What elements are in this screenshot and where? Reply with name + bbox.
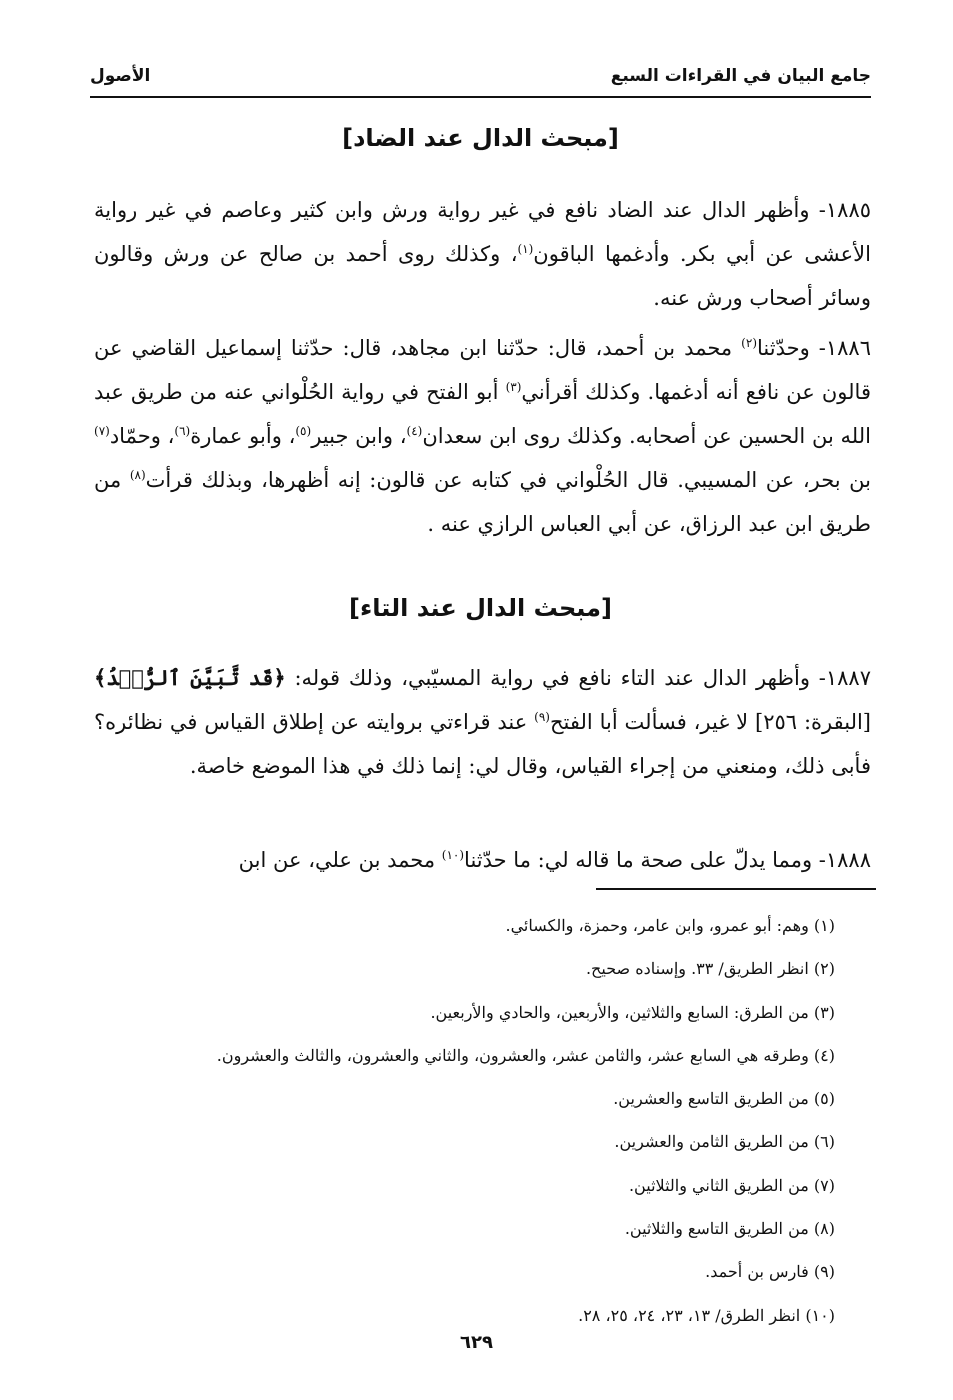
footnote-2: (٢) انظر الطريق/ ٣٣. وإسناده صحيح. [585, 959, 835, 979]
paragraph-text: وحدّثنا [757, 336, 810, 360]
footnote-ref: (١٠) [441, 848, 465, 862]
paragraph-number: ١٨٨٥- [809, 198, 872, 222]
paragraph-text: ، وابن جبير [311, 424, 407, 448]
paragraph-number: ١٨٨٦- [809, 336, 871, 360]
paragraph-text: من طريق ابن عبد الرزاق، عن أبي العباس الرازي عنه . [94, 468, 871, 536]
paragraph-text: وأظهر الدال عند التاء نافع في رواية المسيّبي، وذلك قوله: [285, 666, 810, 690]
footnote-divider [596, 888, 876, 890]
paragraph-text: ، وحمّاد [109, 424, 175, 448]
section-title: الأصول [90, 66, 151, 86]
paragraph-text: أبو الفتح في رواية الحُلْواني عنه من طريق عبد الله بن الحسين عن أصحابه. وكذلك روى ابن سعدان [94, 380, 871, 448]
paragraph-text: بن بحر، عن المسيبي. قال الحُلْواني في كتابه عن قالون: إنه أظهرها، وبذلك قرأت [145, 468, 871, 492]
paragraph-number: ١٨٨٨- [812, 848, 871, 872]
heading-dal-dad: [مبحث الدال عند الضاد] [342, 124, 619, 152]
footnote-ref: (٧) [94, 424, 110, 438]
paragraph-1887 [94, 656, 871, 788]
heading-dal-ta: [مبحث الدال عند التاء] [349, 594, 612, 622]
running-header [90, 62, 871, 98]
paragraph-text: وأظهر الدال عند الضاد نافع في غير رواية ورش وابن كثير وعاصم في غير رواية الأعشى عن أبي بكر. وأدغمها الباقون [94, 198, 871, 266]
footnote-5: (٥) من الطريق التاسع والعشرين. [613, 1089, 835, 1109]
paragraph-text: محمد بن علي، عن ابن [238, 848, 442, 872]
footnote-10: (١٠) انظر الطرق/ ١٣، ٢٣، ٢٤، ٢٥، ٢٨. [578, 1305, 835, 1325]
footnote-ref: (١) [517, 242, 534, 256]
footnote-8: (٨) من الطريق التاسع والثلاثين. [624, 1219, 835, 1239]
paragraph-1888 [94, 838, 871, 882]
footnote-ref: (٦) [174, 424, 191, 438]
paragraph-text: ومما يدلّ على صحة ما قاله لي: ما حدّثنا [464, 848, 813, 872]
footnote-7: (٧) من الطريق الثاني والثلاثين. [628, 1175, 835, 1195]
paragraph-text: عند قراءتي بروايته عن إطلاق القياس في نظائره؟ فأبى ذلك، ومنعني من إجراء القياس، وقال لي: إنما ذلك في هذا الموضع خاصة. [94, 710, 871, 778]
footnotes [80, 904, 835, 1337]
footnote-ref: (٤) [406, 424, 423, 438]
footnote-4: (٤) وطرقه هي السابع عشر، والثامن عشر، والعشرون، والثاني والعشرون، والثالث والعشرون. [216, 1045, 835, 1065]
footnote-ref: (٨) [129, 468, 146, 482]
footnote-ref: (٩) [534, 710, 550, 724]
paragraph-text: [البقرة: ٢٥٦] لا غير، فسألت أبا الفتح [549, 710, 872, 734]
paragraph-text: محمد بن أحمد، قال: حدّثنا ابن مجاهد، قال: حدّثنا إسماعيل القاضي عن قالون عن نافع أنه أدغمها. وكذلك أقرأني [94, 336, 871, 404]
footnote-ref: (٥) [295, 424, 312, 438]
footnote-3: (٣) من الطرق: السابع والثلاثين، والأربعين، والحادي والأربعين. [430, 1002, 835, 1022]
footnote-9: (٩) فارس بن أحمد. [705, 1262, 835, 1282]
page-number: ٦٢٩ [460, 1332, 493, 1353]
book-title: جامع البيان في القراءات السبع [610, 66, 871, 86]
paragraph-number: ١٨٨٧- [809, 666, 871, 690]
paragraph-text: ، وأبو عمارة [190, 424, 296, 448]
footnote-6: (٦) من الطريق الثامن والعشرين. [614, 1132, 835, 1152]
footnote-ref: (٣) [505, 380, 522, 394]
quran-quote: ﴿قَد تَّبَيَّنَ ٱلرُّشۡدُ﴾ [94, 665, 286, 690]
footnote-ref: (٢) [741, 336, 757, 350]
paragraph-1885 [94, 188, 871, 320]
footnote-1: (١) وهم: أبو عمرو، وابن عامر، وحمزة، والكسائي. [505, 916, 835, 935]
paragraph-1886 [94, 326, 871, 546]
paragraph-text: ، وكذلك روى أحمد بن صالح عن ورش وقالون وسائر أصحاب ورش عنه. [94, 242, 871, 310]
